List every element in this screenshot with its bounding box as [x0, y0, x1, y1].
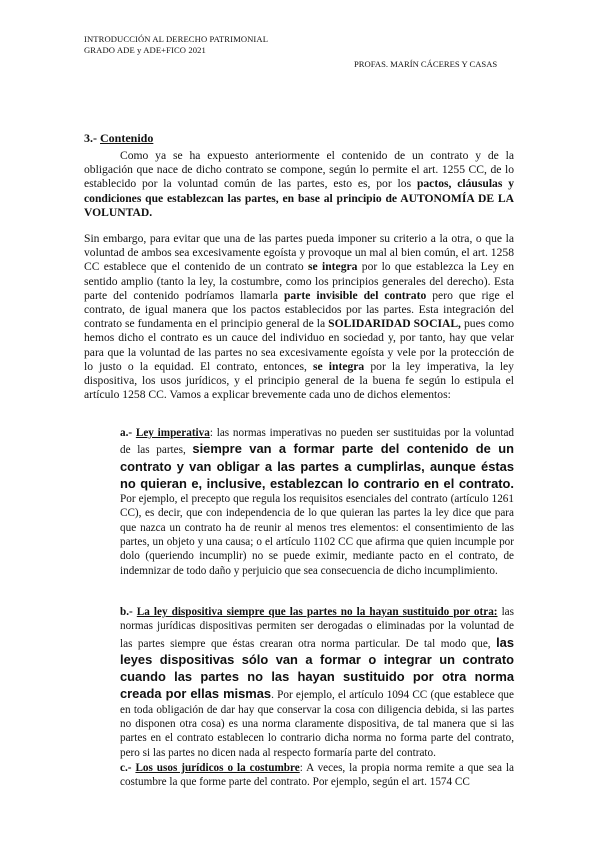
section-title: Contenido	[100, 131, 154, 145]
p2-bold-4: se integra	[313, 359, 365, 373]
section-number: 3.-	[84, 131, 97, 145]
item-b-title: La ley dispositiva siempre que las partes no la hayan sustituido por otra:	[136, 606, 498, 618]
paragraph-1	[84, 149, 514, 220]
header-degree: GRADO ADE y ADE+FICO 2021	[84, 45, 206, 55]
p2-bold-2: parte invisible del contrato	[283, 288, 427, 302]
item-ley-imperativa	[120, 426, 514, 578]
p2-text-2: por lo que establezca la Ley en sentido amplio (tanto la ley, la costumbre, como los principios generales del derecho). Esta parte del contenido podríamos llamarla	[84, 260, 514, 302]
header-course: INTRODUCCIÓN AL DERECHO PATRIMONIAL	[84, 34, 269, 44]
item-a-text-1: : las normas imperativas no pueden ser sustituidas por la voluntad de las partes,	[120, 427, 515, 457]
item-c-label: c.-	[120, 762, 136, 774]
item-a-title: Ley imperativa	[135, 427, 210, 439]
item-a-label: a.-	[120, 427, 136, 439]
header-professors: PROFAS. MARÍN CÁCERES Y CASAS	[354, 59, 498, 69]
item-a-text-2: Por ejemplo, el precepto que regula los requisitos esenciales del contrato (artículo 1261 CC), es decir, que con independencia de lo que quieran las partes la ley dice que para que nazca un contrato ha de reunir al menos tres elementos: el consentimiento de las partes, un objeto y una causa; o el artículo 1102 CC que afirma que quien incumple por dolo (queriendo incumplir) no se puede eximir, mediante pacto en el contrato, de indemnizar de todo daño y perjuicio que sea consecuencia de dicho incumplimiento.	[120, 493, 514, 577]
item-b-text-1: las normas jurídicas dispositivas permiten ser derogadas o eliminadas por la voluntad de las partes siempre que éstas crearan otra norma particular. De tal modo que,	[120, 606, 514, 650]
p2-text-3: pero que rige el contrato, de igual manera que los pactos establecidos por las partes. Esta integración del contrato se fundamenta en el principio general de la	[84, 288, 514, 331]
p2-text-5: por la ley imperativa, la ley dispositiva, los usos jurídicos, y el principio general de la buena fe según lo estipula el artículo 1258 CC. Vamos a explicar brevemente cada uno de dichos elementos:	[84, 359, 514, 402]
item-c-text-1: : A veces, la propia norma remite a que sea la costumbre la que forme parte del contrato. Por ejemplo, según el art. 1574 CC	[120, 762, 514, 789]
p2-text-1: Sin embargo, para evitar que una de las partes pueda imponer su criterio a la otra, o que la voluntad de ambos sea excesivamente egoísta y provoque un mal al bien común, el art. 1258 CC establece que el contenido de un contrato	[84, 232, 514, 274]
item-b-label: b.-	[120, 606, 137, 618]
item-ley-dispositiva	[120, 605, 514, 760]
item-b-text-2: . Por ejemplo, el artículo 1094 CC (que establece que en toda obligación de dar hay que conservar la cosa con diligencia debida, si las partes no disponen otra cosa) es una norma claramente dispositiva, de tal manera que si las partes en el contrato establecen lo contrario dicha norma no forma parte del contrato, pero si las partes no dicen nada al respecto formaría parte del contrato.	[120, 689, 514, 759]
item-usos-juridicos	[120, 761, 514, 790]
p2-bold-3: SOLIDARIDAD SOCIAL,	[328, 317, 461, 331]
item-c-title: Los usos jurídicos o la costumbre	[135, 762, 300, 774]
section-heading	[84, 131, 514, 145]
paragraph-2	[84, 232, 514, 402]
header-left	[84, 34, 268, 56]
p2-bold-1: se integra	[308, 260, 358, 274]
item-a-bold: siempre van a formar parte del contenido de un contrato y van obligar a las partes a cumplirlas, aunque éstas no quieran e, inclusive, establezcan lo contrario en el contrato.	[120, 441, 514, 491]
p1-bold: pactos, cláusulas y condiciones que establezcan las partes, en base al principio de AUTONOMÍA DE LA VOLUNTAD.	[84, 177, 514, 219]
p2-text-4: pues como hemos dicho el contrato es un cauce del individuo en sociedad y, por tanto, hay que velar para que la voluntad de las partes no sea excesivamente egoísta y vele por la protección de lo justo o la equidad. El contrato, entonces,	[84, 317, 515, 373]
p1-text: Como ya se ha expuesto anteriormente el contenido de un contrato y de la obligación que nace de dicho contrato se compone, según lo permite el art. 1255 CC, de lo establecido por la voluntad común de las partes, esto es, por los	[84, 149, 514, 191]
item-b-bold: las leyes dispositivas sólo van a formar o integrar un contrato cuando las partes no las hayan sustituido por otra norma creada por ellas mismas	[120, 634, 514, 702]
